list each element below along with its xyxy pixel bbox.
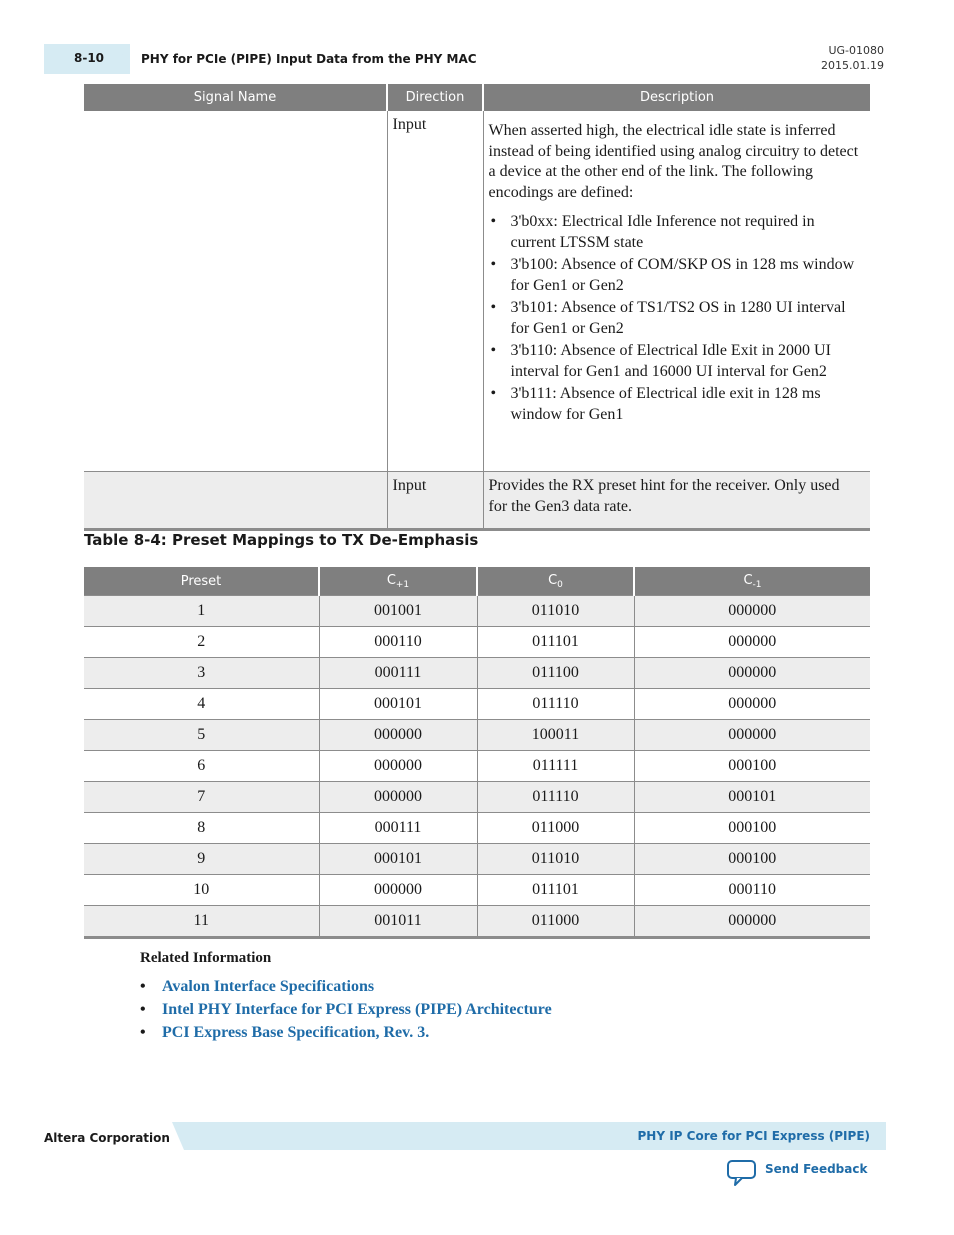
c-0-cell: 011000 (477, 906, 634, 938)
c-plus-1-cell: 000101 (319, 689, 477, 720)
col-header-c-0 (477, 567, 634, 596)
c-plus-1-cell: 000000 (319, 720, 477, 751)
encoding-list (489, 212, 863, 425)
c-minus-1-cell: 000000 (634, 689, 870, 720)
c-plus-1-cell: 000111 (319, 813, 477, 844)
preset-cell: 4 (84, 689, 319, 720)
c-0-cell: 011100 (477, 658, 634, 689)
signal-name-cell (84, 472, 387, 530)
signal-table (84, 84, 870, 531)
table-row (84, 658, 870, 689)
footer-doc-title[interactable]: PHY IP Core for PCI Express (PIPE) (637, 1129, 870, 1143)
col-header-c-plus-1 (319, 567, 477, 596)
description-text: When asserted high, the electrical idle state is inferred instead of being identified using analog circuitry to detect a device at the other end of the link. The following encodings are defined: (488, 122, 859, 201)
description-cell: Provides the RX preset hint for the receiver. Only used for the Gen3 data rate. (483, 472, 870, 530)
c-0-cell: 011010 (477, 844, 634, 875)
col-header-signal-name: Signal Name (84, 84, 387, 111)
preset-table-body (84, 596, 870, 938)
link-avalon-spec[interactable]: • Avalon Interface Specifications (140, 978, 552, 1001)
table-row (84, 875, 870, 906)
col-header-c-minus-1-base: C (743, 572, 753, 588)
c-minus-1-cell: 000100 (634, 844, 870, 875)
col-header-c-minus-1-sub: -1 (752, 579, 762, 590)
c-minus-1-cell: 000000 (634, 720, 870, 751)
c-0-cell: 011111 (477, 751, 634, 782)
c-0-cell: 011010 (477, 596, 634, 627)
section-title: PHY for PCIe (PIPE) Input Data from the PHY MAC (141, 52, 477, 66)
c-0-cell: 011000 (477, 813, 634, 844)
direction-cell: Input (387, 472, 483, 530)
preset-table-header (84, 567, 870, 596)
list-item: • 3'b100: Absence of COM/SKP OS in 128 ms window for Gen1 or Gen2 (511, 255, 863, 296)
c-0-cell: 011110 (477, 689, 634, 720)
col-header-description: Description (483, 84, 870, 111)
c-0-cell: 011110 (477, 782, 634, 813)
link-intel-pipe-spec[interactable]: • Intel PHY Interface for PCI Express (PIPE) Architecture (140, 1001, 552, 1024)
c-minus-1-cell: 000000 (634, 658, 870, 689)
c-0-cell: 100011 (477, 720, 634, 751)
footer-company: Altera Corporation (44, 1131, 170, 1145)
c-plus-1-cell: 000101 (319, 844, 477, 875)
send-feedback-link[interactable]: Send Feedback (765, 1162, 868, 1176)
c-minus-1-cell: 000100 (634, 751, 870, 782)
table-caption: Table 8-4: Preset Mappings to TX De-Emphasis (84, 531, 479, 549)
col-header-c-minus-1 (634, 567, 870, 596)
c-plus-1-cell: 000110 (319, 627, 477, 658)
table-row (84, 751, 870, 782)
doc-id: UG-01080 (828, 44, 884, 57)
table-row (84, 782, 870, 813)
preset-cell: 5 (84, 720, 319, 751)
col-header-direction: Direction (387, 84, 483, 111)
description-cell (483, 111, 870, 472)
feedback-icon[interactable] (727, 1159, 757, 1187)
doc-info (821, 43, 884, 73)
preset-table (84, 567, 870, 939)
table-row (84, 813, 870, 844)
page-number-tab-corner (108, 44, 130, 74)
link-pcie-base-spec[interactable]: • PCI Express Base Specification, Rev. 3. (140, 1024, 552, 1047)
c-minus-1-cell: 000100 (634, 813, 870, 844)
signal-table-header (84, 84, 870, 111)
c-plus-1-cell: 000000 (319, 751, 477, 782)
list-item: • 3'b111: Absence of Electrical idle exit in 128 ms window for Gen1 (511, 384, 863, 425)
preset-cell: 8 (84, 813, 319, 844)
preset-cell: 7 (84, 782, 319, 813)
c-plus-1-cell: 001011 (319, 906, 477, 938)
preset-cell: 6 (84, 751, 319, 782)
list-item: • 3'b0xx: Electrical Idle Inference not required in current LTSSM state (511, 212, 863, 253)
direction-cell: Input (387, 111, 483, 472)
c-minus-1-cell: 000000 (634, 627, 870, 658)
table-row (84, 844, 870, 875)
c-minus-1-cell: 000110 (634, 875, 870, 906)
c-0-cell: 011101 (477, 627, 634, 658)
preset-cell: 11 (84, 906, 319, 938)
signal-name-cell (84, 111, 387, 472)
list-item: • 3'b110: Absence of Electrical Idle Exit in 2000 UI interval for Gen1 and 16000 UI interval for Gen2 (511, 341, 863, 382)
table-row (84, 111, 870, 472)
c-minus-1-cell: 000000 (634, 906, 870, 938)
footer-bar-corner (172, 1122, 184, 1150)
table-row (84, 627, 870, 658)
doc-date: 2015.01.19 (821, 59, 884, 72)
col-header-c-0-base: C (548, 572, 558, 588)
c-plus-1-cell: 000000 (319, 875, 477, 906)
table-row (84, 596, 870, 627)
col-header-preset: Preset (84, 567, 319, 596)
table-row (84, 720, 870, 751)
col-header-c-plus-1-base: C (386, 572, 396, 588)
table-row (84, 689, 870, 720)
table-row (84, 906, 870, 938)
c-plus-1-cell: 001001 (319, 596, 477, 627)
table-row (84, 472, 870, 530)
related-links (140, 978, 552, 1047)
list-item: • 3'b101: Absence of TS1/TS2 OS in 1280 UI interval for Gen1 or Gen2 (511, 298, 863, 339)
c-0-cell: 011101 (477, 875, 634, 906)
c-plus-1-cell: 000000 (319, 782, 477, 813)
preset-cell: 10 (84, 875, 319, 906)
c-minus-1-cell: 000101 (634, 782, 870, 813)
preset-cell: 9 (84, 844, 319, 875)
preset-cell: 1 (84, 596, 319, 627)
col-header-c-0-sub: 0 (557, 579, 563, 590)
c-minus-1-cell: 000000 (634, 596, 870, 627)
col-header-c-plus-1-sub: +1 (395, 579, 410, 590)
related-info-heading: Related Information (140, 950, 272, 966)
page-number: 8-10 (74, 51, 105, 65)
preset-cell: 2 (84, 627, 319, 658)
c-plus-1-cell: 000111 (319, 658, 477, 689)
preset-cell: 3 (84, 658, 319, 689)
